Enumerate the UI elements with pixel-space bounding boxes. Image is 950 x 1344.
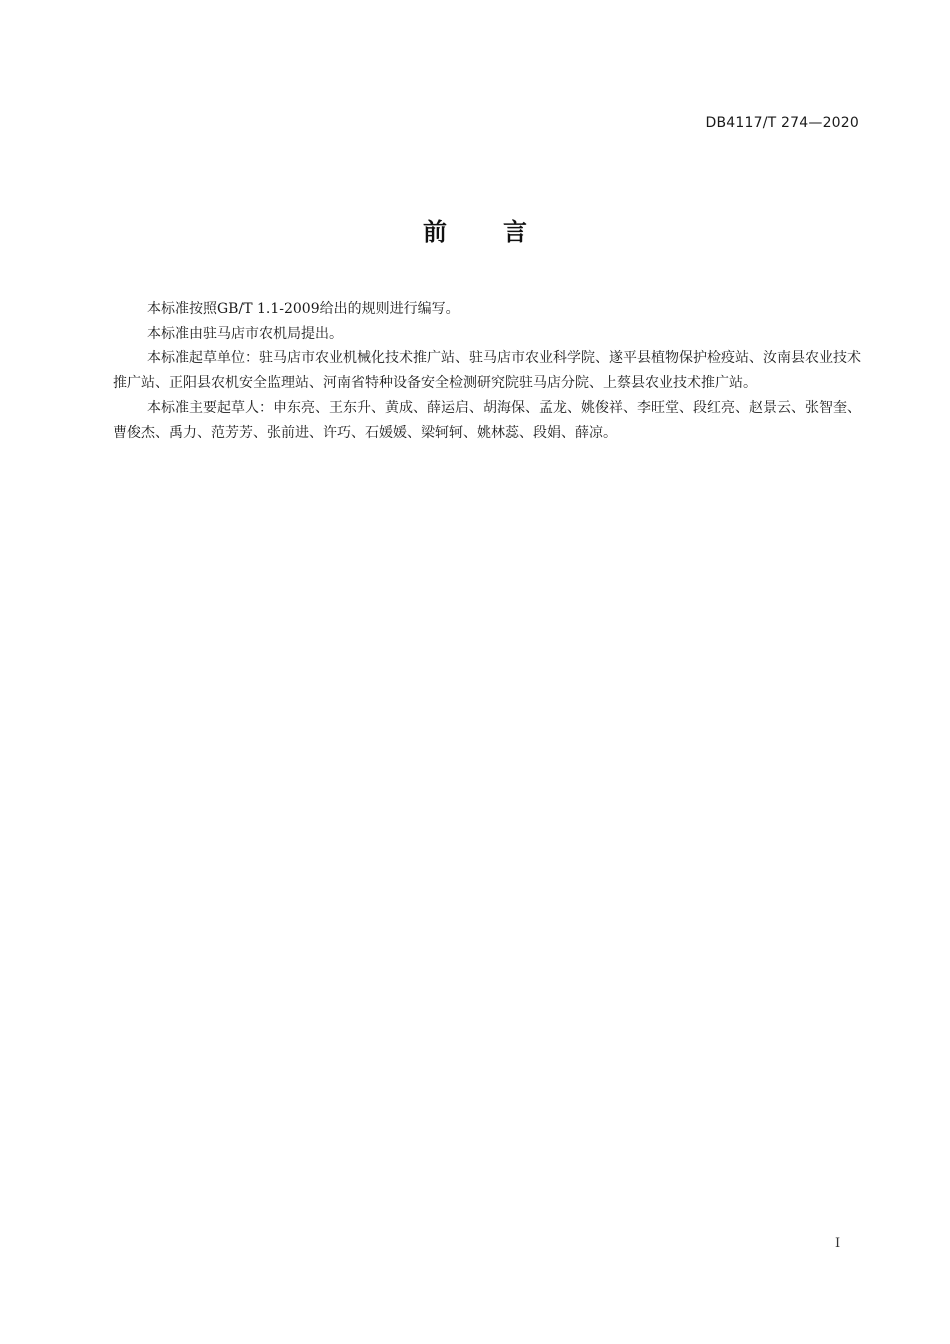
title-char-1: 前 bbox=[423, 218, 447, 246]
page-title bbox=[0, 212, 950, 247]
page-number: I bbox=[835, 1236, 841, 1251]
paragraph-drafters: 本标准主要起草人：申东亮、王东升、黄成、薛运启、胡海保、孟龙、姚俊祥、李旺堂、段红亮、赵景云、张智奎、曹俊杰、禹力、范芳芳、张前进、许巧、石媛媛、梁轲轲、姚林蕊、段娟、薛凉。 bbox=[113, 399, 861, 441]
title-char-2: 言 bbox=[503, 218, 527, 246]
paragraph-drafting-rules: 本标准按照GB/T 1.1-2009给出的规则进行编写。 bbox=[147, 301, 460, 317]
paragraph-proposer: 本标准由驻马店市农机局提出。 bbox=[147, 325, 343, 342]
foreword-body bbox=[113, 297, 861, 445]
paragraph-drafting-units: 本标准起草单位：驻马店市农业机械化技术推广站、驻马店市农业科学院、遂平县植物保护检疫站、汝南县农业技术推广站、正阳县农机安全监理站、河南省特种设备安全检测研究院驻马店分院、上蔡县农业技术推广站。 bbox=[113, 350, 861, 392]
standard-code: DB4117/T 274—2020 bbox=[705, 115, 859, 131]
